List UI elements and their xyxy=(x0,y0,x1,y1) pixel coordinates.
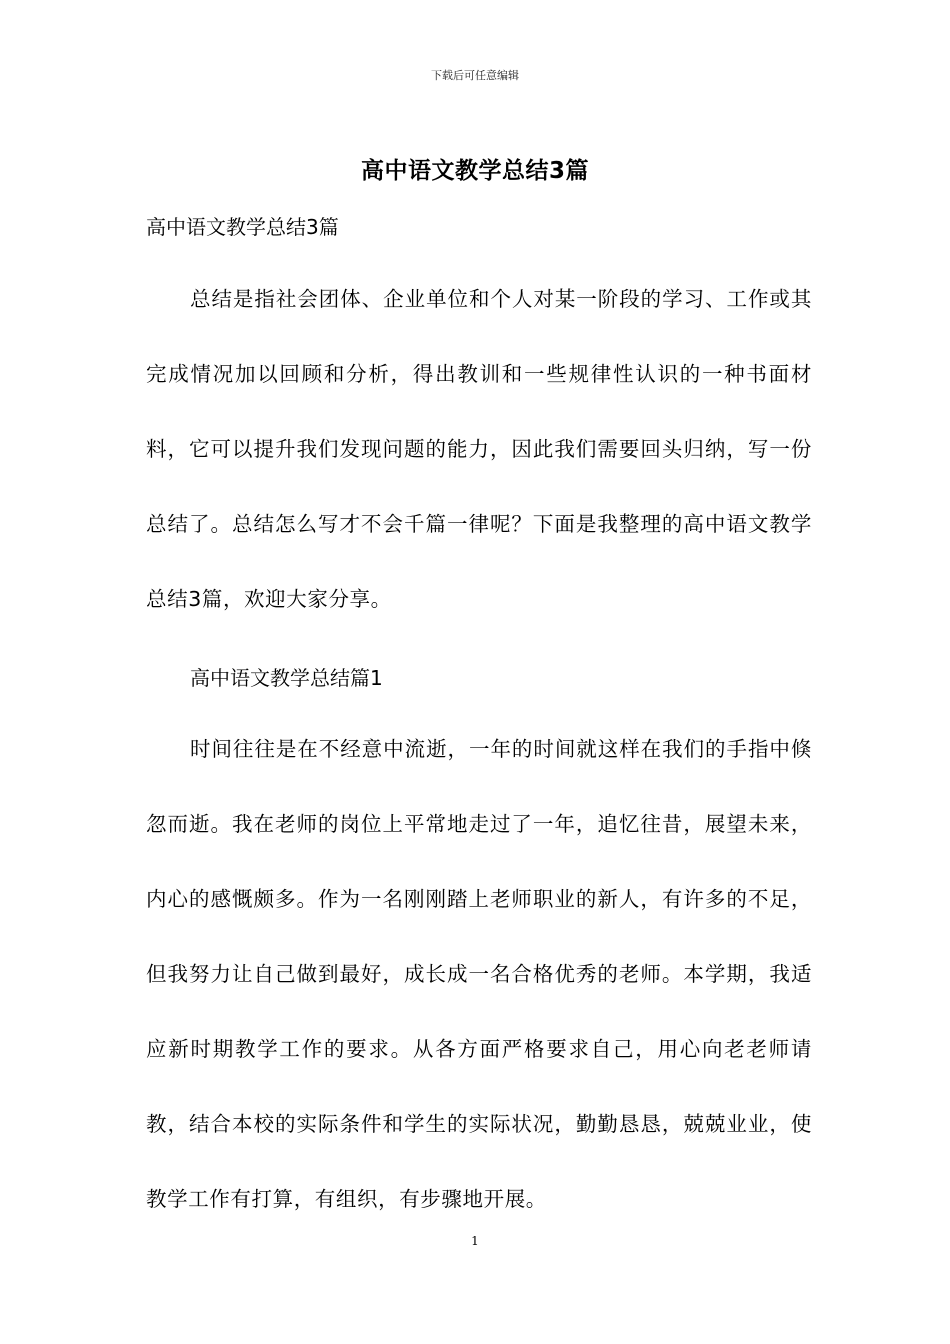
section-1-paragraph-block xyxy=(146,712,812,1237)
page-number: 1 xyxy=(471,1234,479,1248)
intro-paragraph-block xyxy=(146,262,812,637)
document-subtitle: 高中语文教学总结3篇 xyxy=(146,215,339,239)
header-note: 下载后可任意编辑 xyxy=(431,69,519,82)
document-title: 高中语文教学总结3篇 xyxy=(360,158,589,184)
section-1-paragraph: 时间往往是在不经意中流逝，一年的时间就这样在我们的手指中倏忽而逝。我在老师的岗位上平常地走过了一年，追忆往昔，展望未来，内心的感慨颇多。作为一名刚刚踏上老师职业的新人，有许多的不足，但我努力让自己做到最好，成长成一名合格优秀的老师。本学期，我适应新时期教学工作的要求。从各方面严格要求自己，用心向老老师请教，结合本校的实际条件和学生的实际状况，勤勤恳恳，兢兢业业，使教学工作有打算，有组织，有步骤地开展。 xyxy=(146,737,812,1211)
intro-paragraph: 总结是指社会团体、企业单位和个人对某一阶段的学习、工作或其完成情况加以回顾和分析，得出教训和一些规律性认识的一种书面材料，它可以提升我们发现问题的能力，因此我们需要回头归纳，写一份总结了。总结怎么写才不会千篇一律呢？下面是我整理的高中语文教学总结3篇，欢迎大家分享。 xyxy=(146,287,812,611)
section-heading-1: 高中语文教学总结篇1 xyxy=(190,666,383,690)
